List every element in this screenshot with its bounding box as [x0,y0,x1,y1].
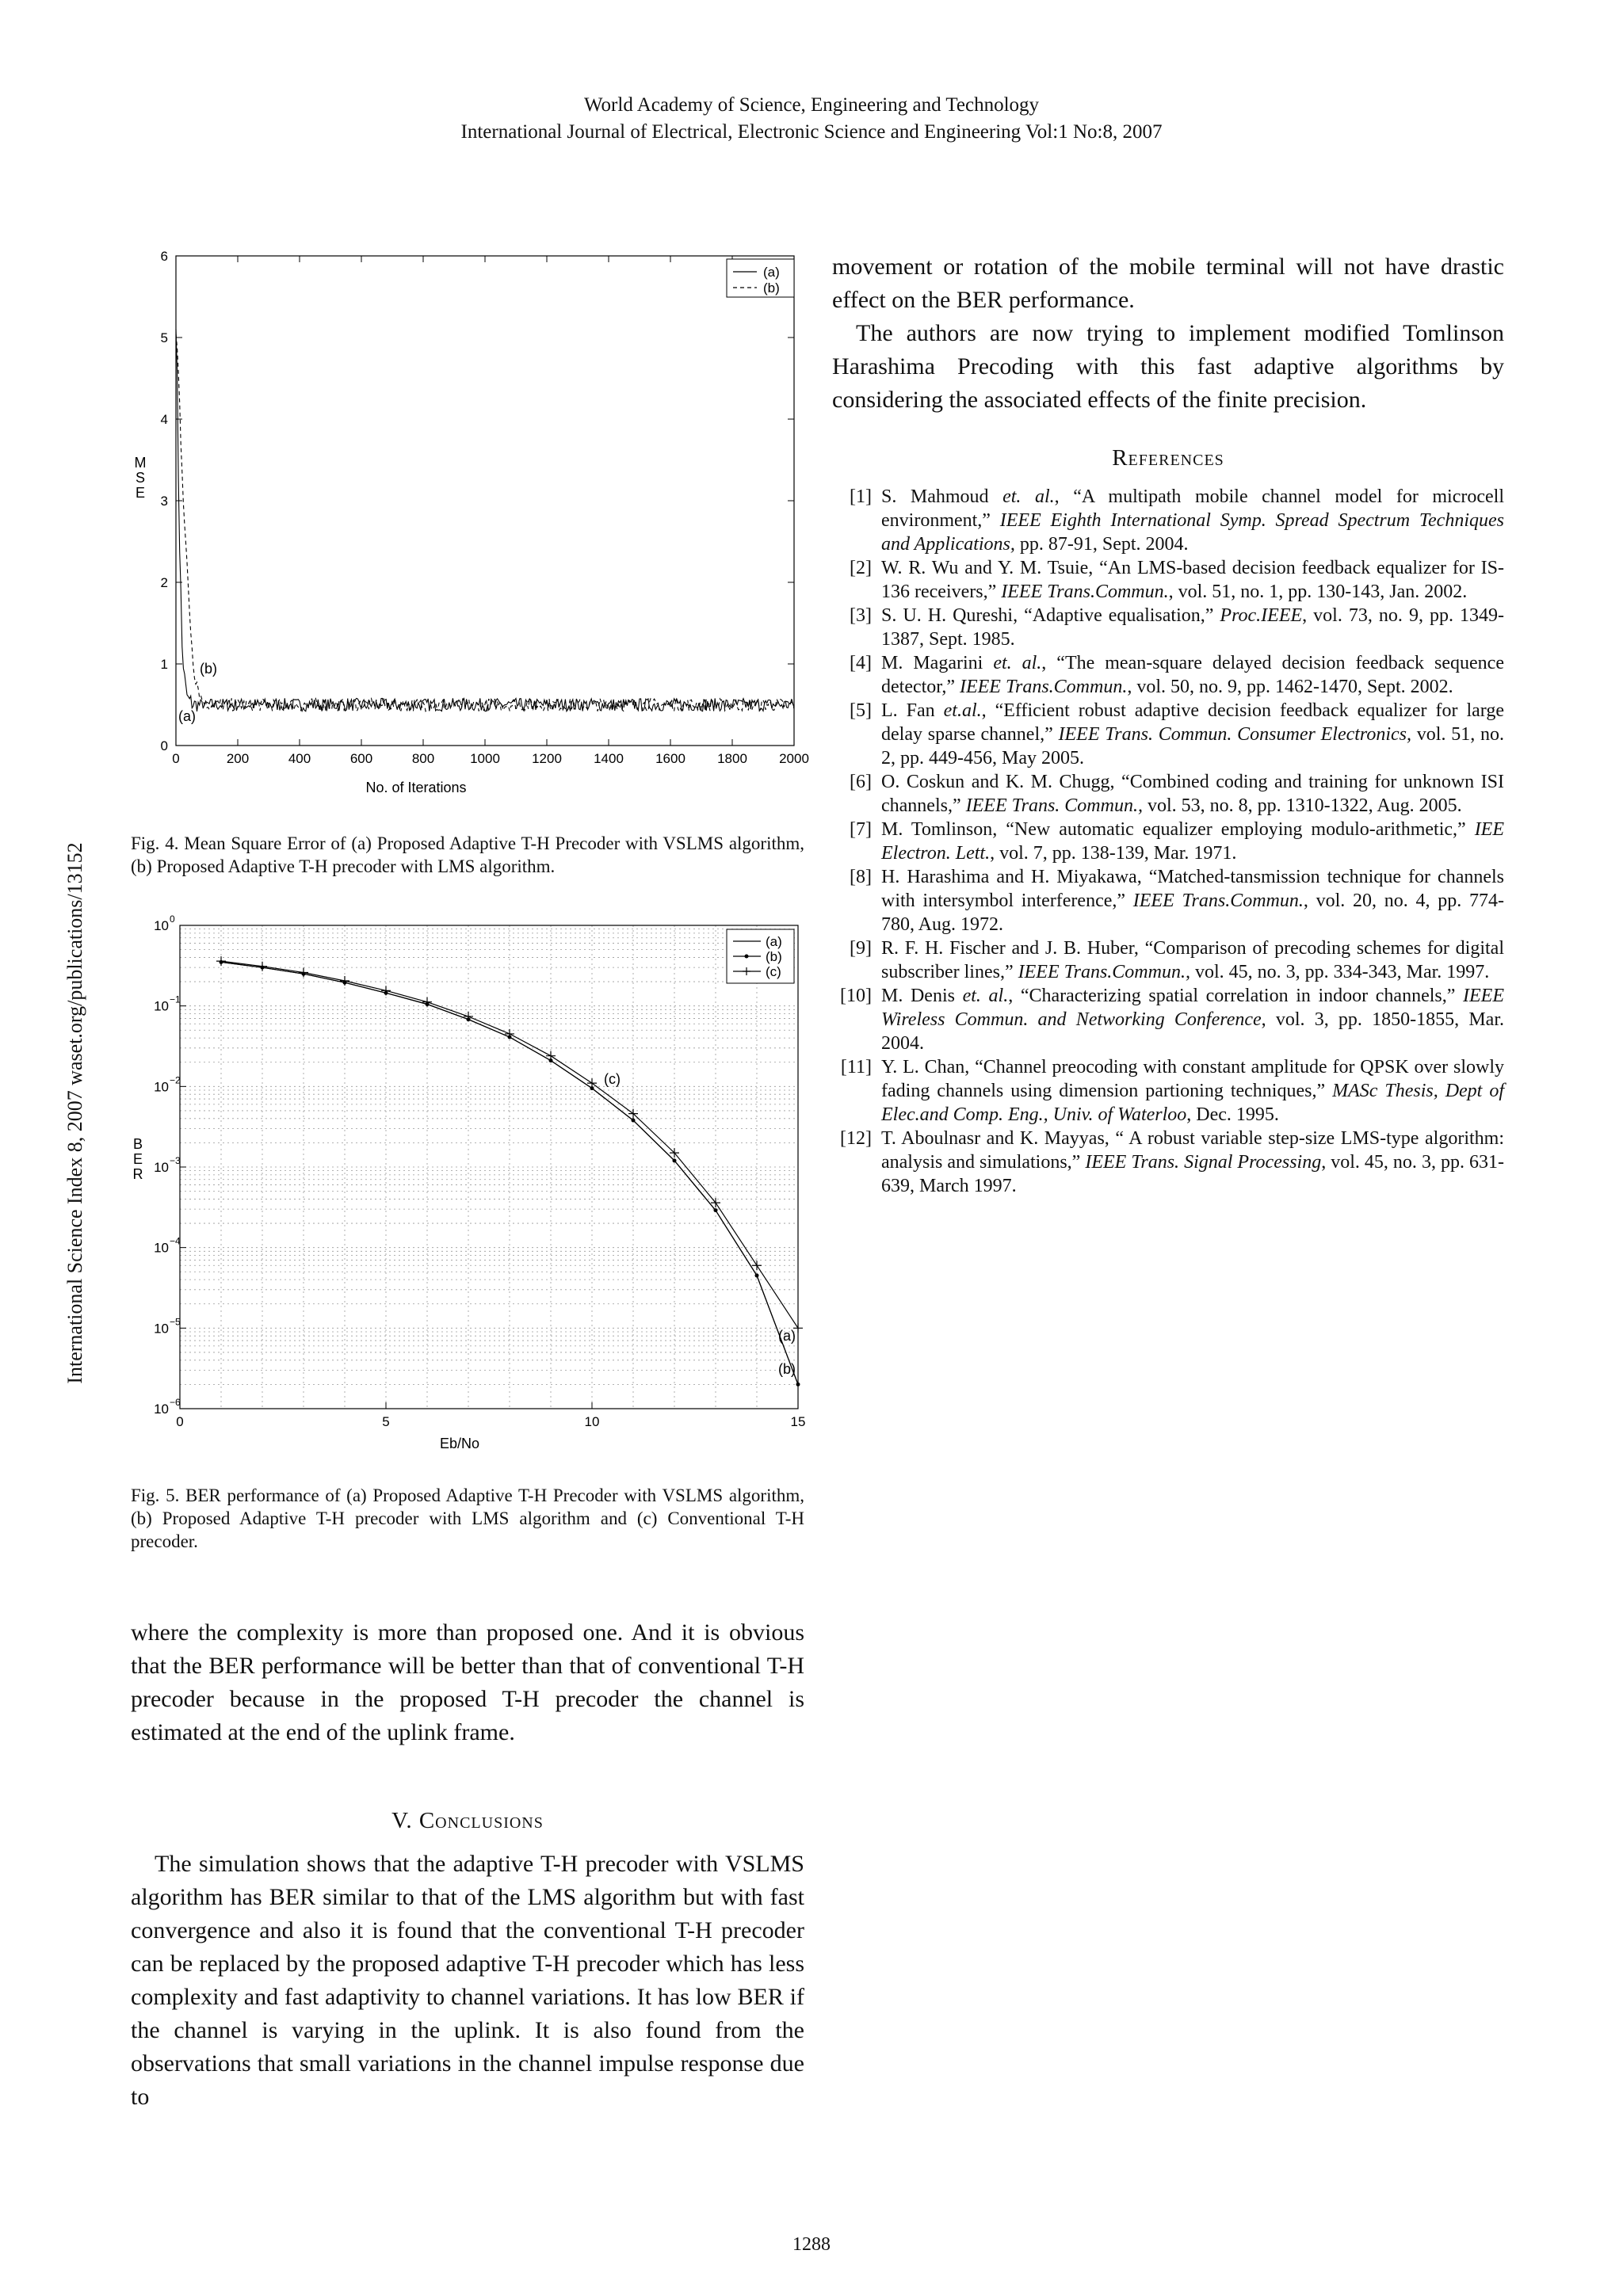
fig4-ytick-label: 6 [160,249,168,264]
fig4-xtick-label: 800 [411,751,435,766]
reference-item [832,651,1504,699]
section-heading-conclusions [131,1808,804,1834]
section-title: Conclusions [418,1808,544,1833]
reference-text-mid: , “Efficient robust adaptive decision feedback equalizer for large delay sparse channel,” [881,700,1505,745]
fig5-ytick-exponent: −2 [170,1074,181,1086]
reference-text-i1: IEE Electron. Lett. [881,819,1504,864]
fig5-xlabel: Eb/No [439,1436,480,1451]
reference-text-mid: , “The mean-square delayed decision feedback sequence detector,” [881,653,1504,697]
fig5-ytick-exponent: −4 [170,1235,181,1247]
reference-text-pre: W. R. Wu and Y. M. Tsuie, “An LMS-based decision feedback equalizer for IS-136 receivers,” [881,558,1504,602]
reference-number: [8] [850,867,872,887]
fig4-xtick-label: 200 [226,751,250,766]
reference-item [832,604,1504,651]
reference-number: [6] [850,772,872,792]
fig5-point-c [752,1261,762,1270]
reference-item [832,1127,1504,1198]
reference-text-mid: , vol. 51, no. 1, pp. 130-143, Jan. 2002. [1168,582,1468,602]
fig5-legend-label-b: (b) [766,949,782,964]
reference-text-pre: S. Mahmoud [881,486,1003,507]
reference-text-pre: M. Denis [881,986,963,1006]
fig4-ytick-label: 1 [160,657,168,672]
fig5-point-c [258,962,267,971]
fig5-point-c [505,1029,514,1039]
fig5-ytick-label: 10 [154,1321,169,1337]
reference-text-mid: , vol. 20, no. 4, pp. 774-780, Aug. 1972. [881,891,1504,935]
fig4-xtick-label: 1800 [717,751,747,766]
fig4-ytick-label: 0 [160,738,168,753]
fig4-xtick-label: 600 [349,751,373,766]
fig5-ylabel-r: R [132,1166,143,1182]
reference-text-i1: IEEE Trans.Commun., [1018,962,1190,982]
reference-number: [5] [850,700,872,721]
fig5-xtick-label: 10 [584,1414,600,1429]
references-heading: References [1112,445,1224,471]
reference-text-i1: IEEE Trans.Commun. [1132,891,1304,911]
reference-text-pre: R. F. H. Fischer and J. B. Huber, “Comparison of precoding schemes for digital subscriber lines,” [881,938,1504,982]
fig4-xtick-label: 2000 [779,751,809,766]
fig4-series-a [176,330,794,711]
reference-text-pre: M. Magarini [881,653,994,673]
reference-text-pre: Y. L. Chan, “Channel preocoding with constant amplitude for QPSK over slowly fading channels using dimension partioning techniques,” [881,1057,1504,1101]
reference-text-i2: IEEE Trans.Commun. [959,677,1128,697]
right-column-body [832,250,1504,417]
references-list [832,485,1504,1198]
reference-text-i1: IEEE Trans.Commun. [1001,582,1169,602]
reference-text-post: pp. 87-91, Sept. 2004. [1014,534,1189,555]
fig5-ytick-label: 10 [154,998,169,1014]
fig5-point-c [464,1012,473,1021]
fig5-annotation-a: (a) [778,1328,796,1344]
reference-text-i1: MASc Thesis, Dept of Elec.and Comp. Eng., Univ. of Waterloo [881,1081,1504,1125]
fig4-ytick-label: 2 [160,575,168,590]
figure-4-caption: Fig. 4. Mean Square Error of (a) Proposed Adaptive T-H Precoder with VSLMS algorithm, (b) Proposed Adaptive T-H precoder with LMS algorithm. [131,833,804,876]
fig5-xtick-label: 0 [176,1414,184,1429]
fig5-point-b [755,1273,759,1277]
reference-number: [12] [840,1128,872,1149]
fig5-legend-marker-b [745,955,749,959]
reference-text-i1: IEEE Trans. Commun., [965,795,1143,816]
fig4-legend-label-a: (a) [763,265,780,280]
fig4-xlabel: No. of Iterations [365,780,467,795]
journal-header-line2: International Journal of Electrical, Electronic Science and Engineering Vol:1 No:8, 2007 [460,121,1163,143]
fig4-legend-box [727,259,794,297]
reference-item [832,865,1504,936]
fig5-ylabel-b: B [132,1136,143,1152]
reference-text-post: vol. 51, no. 2, pp. 449-456, May 2005. [881,724,1504,769]
reference-text-post: , vol. 50, no. 9, pp. 1462-1470, Sept. 2002. [1127,677,1453,697]
fig4-xtick-label: 400 [288,751,311,766]
journal-header-line1: World Academy of Science, Engineering and Technology [583,94,1040,116]
reference-text-i2: IEEE Eighth International Symp. Spread Spectrum Techniques and Applications, [881,510,1504,555]
fig4-ytick-label: 4 [160,412,168,427]
reference-text-pre: T. Aboulnasr and K. Mayyas, “ A robust variable step-size LMS-type algorithm: analysis and simulations,” [881,1128,1504,1173]
reference-item [832,770,1504,818]
right-para-1: movement or rotation of the mobile terminal will not have drastic effect on the BER performance. [832,254,1504,313]
fig5-point-b [714,1208,718,1212]
reference-item [832,556,1504,604]
left-column-paragraph [131,1616,804,1749]
reference-item [832,699,1504,770]
reference-text-i1: et.al. [943,700,982,721]
reference-text-mid: , “A multipath mobile channel model for microcell environment,” [881,486,1505,531]
fig4-plot-frame [176,256,794,746]
fig5-point-b [796,1383,800,1386]
fig5-point-c [216,956,226,966]
reference-text-pre: M. Tomlinson, “New automatic equalizer employing modulo-arithmetic,” [881,819,1475,840]
reference-text-pre: S. U. H. Qureshi, “Adaptive equalisation,” [881,605,1220,626]
fig5-point-c [299,967,308,977]
fig4-legend-label-b: (b) [763,280,780,296]
side-index-label: International Science Index 8, 2007 waset.org/publications/13152 [63,842,86,1384]
fig5-legend-label-a: (a) [766,934,782,949]
fig5-xtick-label: 15 [790,1414,806,1429]
fig4-xtick-label: 1000 [470,751,500,766]
fig5-xtick-label: 5 [382,1414,390,1429]
reference-number: [11] [840,1057,872,1077]
fig5-annotation-c: (c) [604,1071,621,1087]
right-para-2: The authors are now trying to implement modified Tomlinson Harashima Precoding with this fast adaptive algorithms by considering the associated effects of the finite precision. [832,320,1504,413]
figure-4-mse-chart [119,238,832,808]
reference-text-pre: O. Coskun and K. M. Chugg, “Combined coding and training for unknown ISI channels,” [881,772,1504,816]
fig5-ylabel-e: E [132,1151,143,1167]
fig5-ytick-exponent: −1 [170,994,181,1005]
section-number: V. [391,1808,413,1833]
reference-number: [7] [850,819,872,840]
fig5-ytick-exponent: −3 [170,1155,181,1166]
figure-5-ber-chart [119,911,832,1450]
conclusions-body [131,1848,804,2114]
reference-text-mid: , vol. 73, no. 9, pp. 1349-1387, Sept. 1985. [881,605,1504,650]
fig5-ytick-label: 10 [154,1240,169,1256]
fig5-ytick-exponent: −6 [170,1397,181,1408]
fig4-ylabel-e: E [135,485,146,501]
fig5-point-b [673,1158,677,1162]
fig5-ytick-label: 10 [154,1079,169,1095]
reference-number: [1] [850,486,872,507]
fig5-ytick-exponent: 0 [170,913,175,925]
fig5-point-b [632,1119,636,1123]
reference-text-mid: , Dec. 1995. [1186,1104,1279,1125]
reference-number: [10] [840,986,872,1006]
left-para-1: where the complexity is more than proposed one. And it is obvious that the BER performance will be better than that of conventional T-H precoder because in the proposed T-H precoder the channel is estimated at the end of the uplink frame. [131,1619,804,1745]
reference-text-pre: L. Fan [881,700,944,721]
reference-text-mid: vol. 45, no. 3, pp. 334-343, Mar. 1997. [1190,962,1490,982]
fig4-annotation-b: (b) [200,661,217,677]
fig5-annotation-b: (b) [778,1361,796,1377]
fig4-ylabel-s: S [135,470,146,486]
reference-number: [3] [850,605,872,626]
reference-item [832,936,1504,984]
fig4-xtick-label: 0 [172,751,180,766]
reference-item [832,984,1504,1055]
fig4-xtick-label: 1200 [532,751,562,766]
fig5-point-c [340,976,349,986]
reference-text-i1: et. al. [1002,486,1055,507]
reference-number: [9] [850,938,872,959]
fig5-ytick-label: 10 [154,918,169,933]
fig4-ylabel-m: M [134,455,147,471]
figure-5-caption: Fig. 5. BER performance of (a) Proposed Adaptive T-H Precoder with VSLMS algorithm, (b) Proposed Adaptive T-H precoder with LMS algorithm and (c) Conventional T-H precoder. [131,1486,804,1551]
reference-text-i2: IEEE Trans. Commun. Consumer Electronics, [1058,724,1412,745]
fig5-ytick-exponent: −5 [170,1316,181,1328]
reference-text-i1: Proc.IEEE [1220,605,1303,626]
fig4-xtick-label: 1600 [655,751,685,766]
reference-item [832,1055,1504,1127]
fig5-ytick-label: 10 [154,1402,169,1417]
fig4-annotation-a: (a) [178,708,196,724]
reference-number: [4] [850,653,872,673]
reference-item [832,485,1504,556]
reference-text-i1: et. al. [962,986,1009,1006]
fig4-series-b [176,334,794,711]
page-number: 1288 [792,2234,831,2255]
fig4-xtick-label: 1400 [594,751,624,766]
conclusions-paragraph: The simulation shows that the adaptive T-H precoder with VSLMS algorithm has BER similar to that of the LMS algorithm but with fast convergence and also it is found that the conventional T-H precoder can be replaced by the proposed adaptive T-H precoder which has less complexity and fast adaptivity to channel variations. It has low BER if the channel is varying in the uplink. It is also found from the observations that small variations in the channel impulse response due to [131,1851,804,2110]
reference-text-mid: vol. 53, no. 8, pp. 1310-1322, Aug. 2005. [1142,795,1462,816]
reference-text-mid: , vol. 7, pp. 138-139, Mar. 1971. [990,843,1237,864]
reference-text-mid: , vol. 45, no. 3, pp. 631-639, March 1997. [881,1152,1504,1196]
fig5-legend-label-c: (c) [766,964,781,979]
reference-text-i2: IEEE Wireless Commun. and Networking Conference [881,986,1504,1030]
fig4-ytick-label: 3 [160,494,168,509]
reference-item [832,818,1504,865]
reference-text-pre: H. Harashima and H. Miyakawa, “Matched-tansmission technique for channels with intersymbol interference,” [881,867,1504,911]
reference-text-mid: , “Characterizing spatial correlation in indoor channels,” [1008,986,1464,1006]
reference-text-i1: IEEE Trans. Signal Processing [1085,1152,1322,1173]
fig4-ytick-label: 5 [160,330,168,345]
reference-number: [2] [850,558,872,578]
reference-text-post: , vol. 3, pp. 1850-1855, Mar. 2004. [881,1009,1504,1054]
reference-text-i1: et. al. [993,653,1042,673]
fig5-ytick-label: 10 [154,1160,169,1175]
